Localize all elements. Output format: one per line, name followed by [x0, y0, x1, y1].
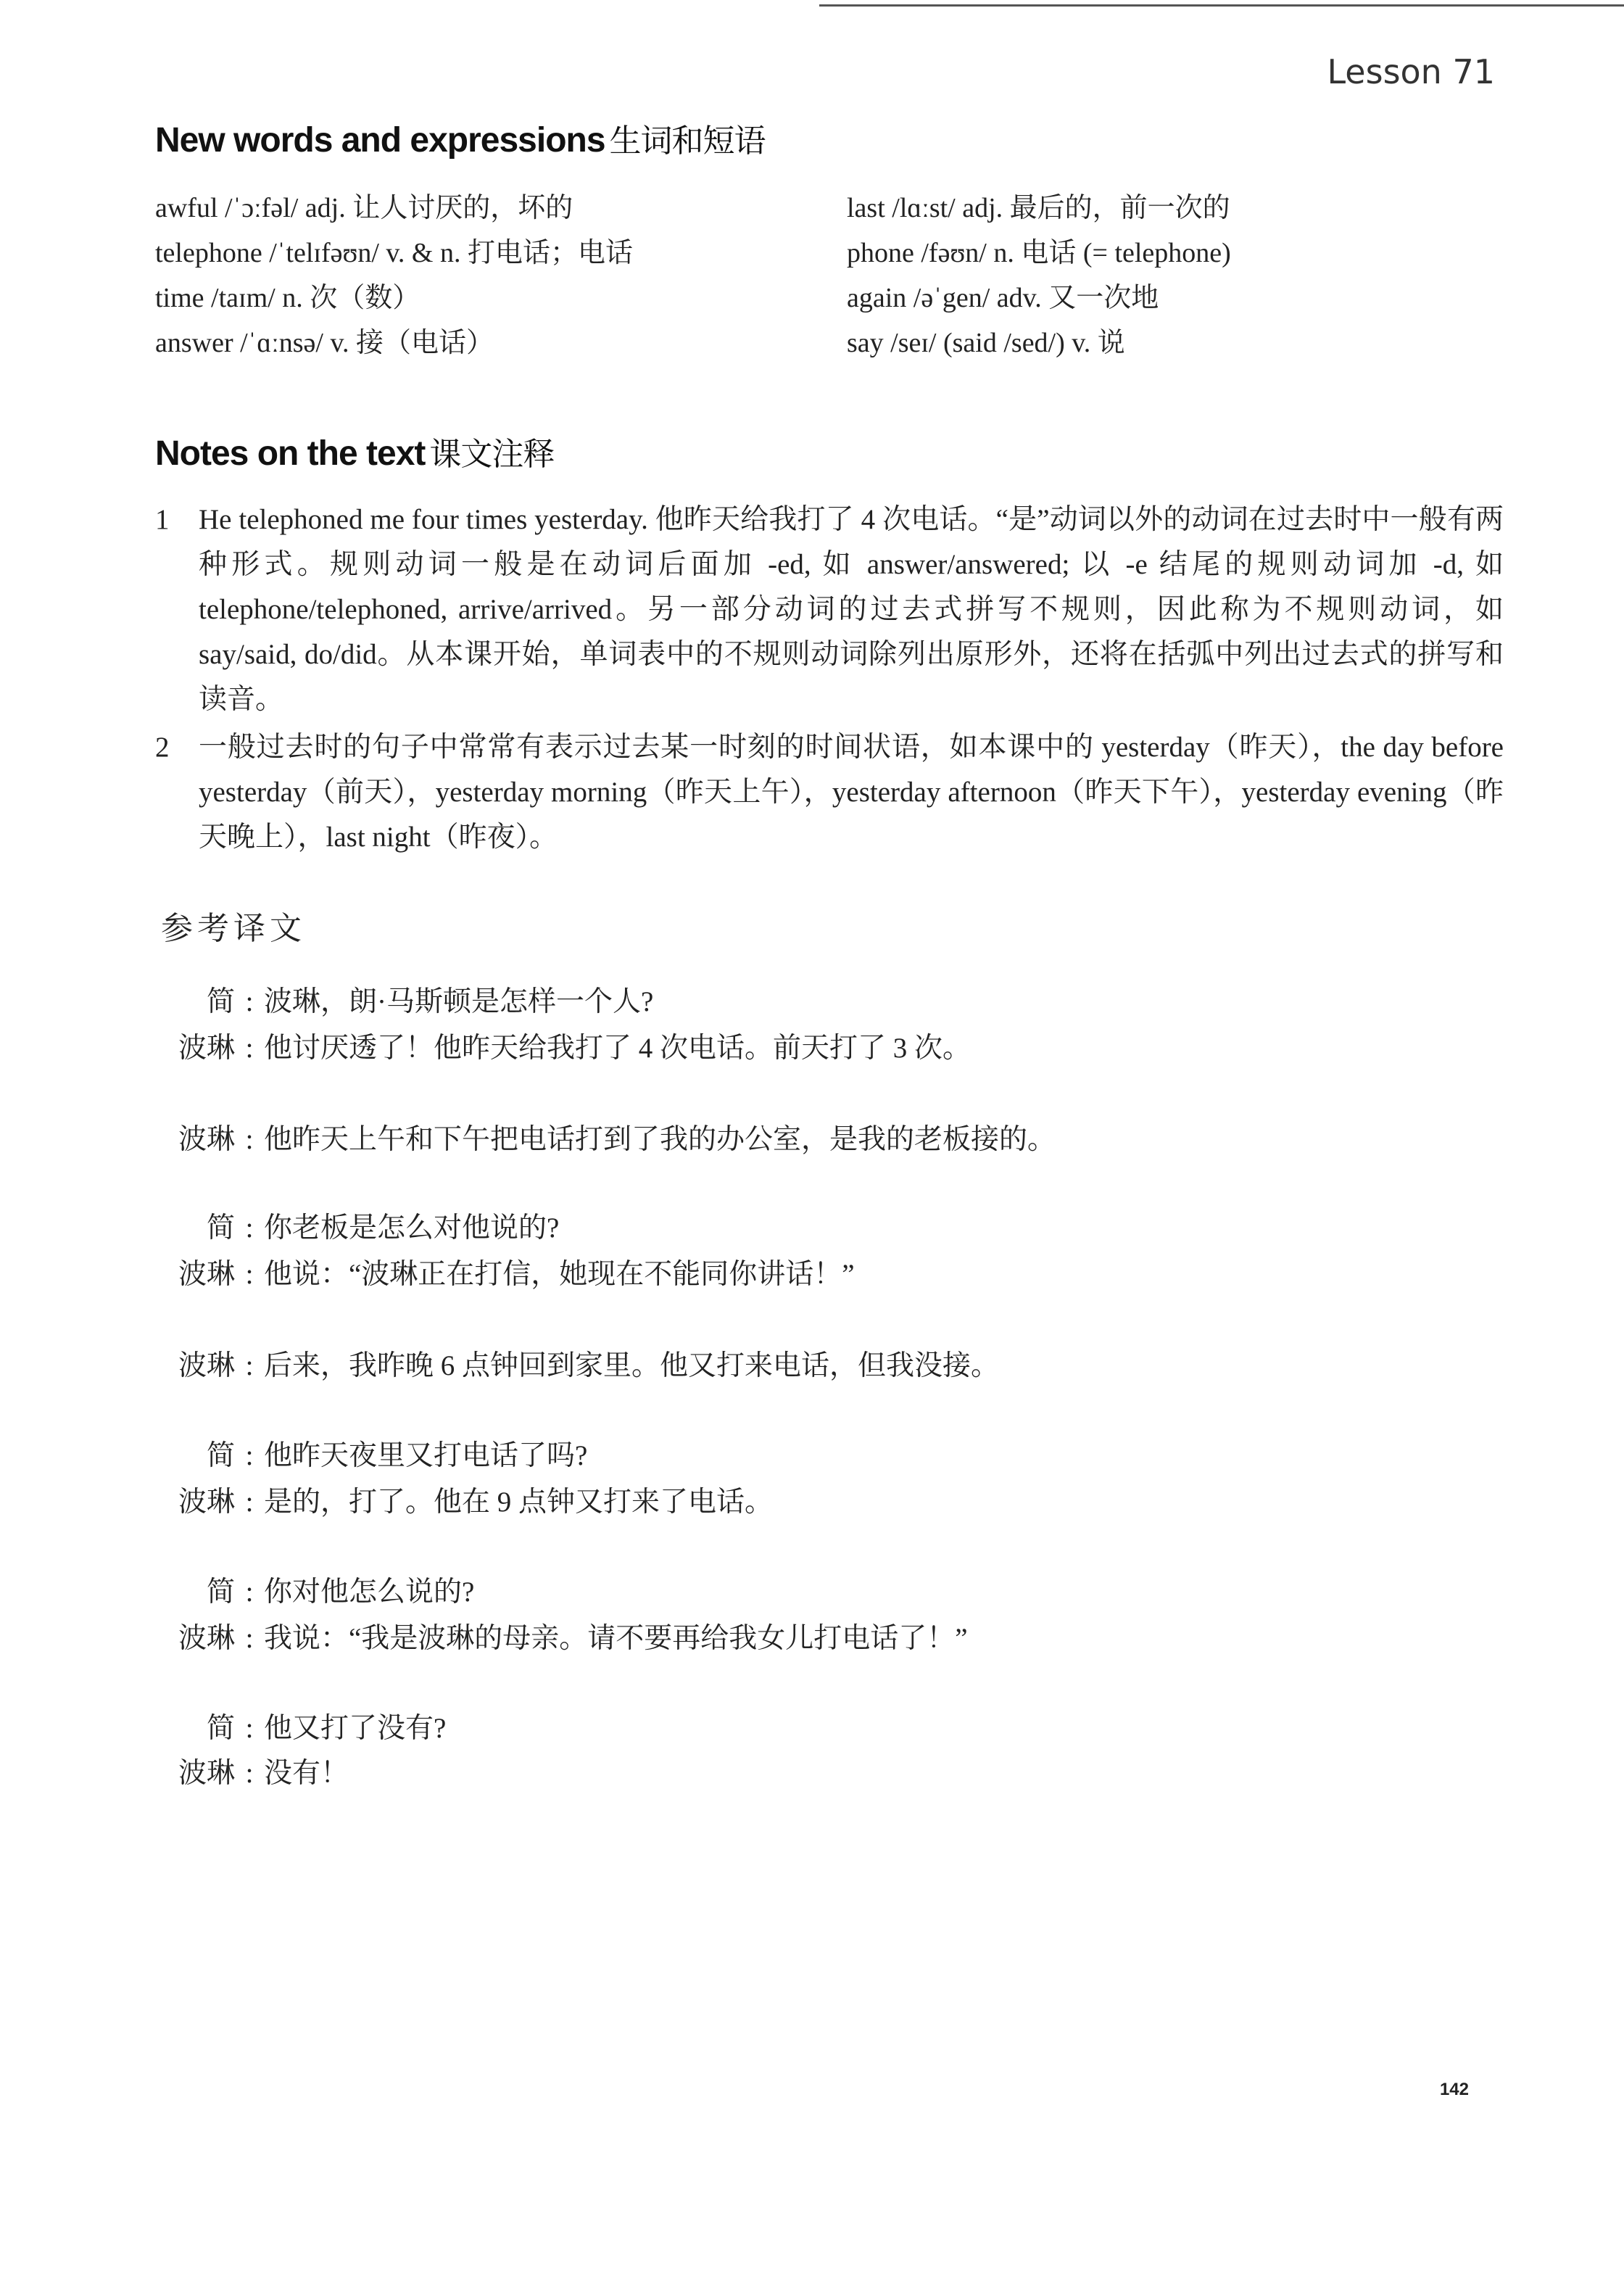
speaker: 简 — [206, 1576, 235, 1608]
line-text: 我说：“我是波琳的母亲。请不要再给我女儿打电话了！” — [264, 1623, 968, 1654]
dialogue-line: 波琳 : 没有！ — [155, 1750, 349, 1791]
vocab-item: say /seɪ/ (said /sed/) v. 说 — [847, 328, 1125, 358]
dialogue-line: 简 : 你对他怎么说的? — [155, 1569, 474, 1610]
notes-heading — [155, 428, 554, 474]
note-number: 2 — [155, 732, 170, 763]
dialogue-line: 简 : 他又打了没有? — [155, 1706, 446, 1746]
translation-title: 参考译文 — [161, 910, 306, 947]
note-item-1 — [155, 497, 1504, 722]
line-text: 他昨天上午和下午把电话打到了我的办公室，是我的老板接的。 — [264, 1124, 1056, 1155]
note-item-2 — [155, 725, 1504, 860]
vocab-item: telephone /ˈtelɪfəʊn/ v. & n. 打电话；电话 — [155, 238, 633, 268]
line-text: 你对他怎么说的? — [264, 1576, 475, 1608]
vocab-right-column — [847, 186, 1231, 365]
speaker: 简 — [206, 1713, 235, 1744]
line-text: 是的，打了。他在 9 点钟又打来了电话。 — [264, 1487, 774, 1518]
vocab-item: again /əˈgen/ adv. 又一次地 — [847, 283, 1159, 313]
vocab-item: last /lɑːst/ adj. 最后的，前一次的 — [847, 193, 1230, 223]
vocab-item: answer /ˈɑːnsə/ v. 接（电话） — [155, 328, 494, 358]
speaker: 波琳 — [178, 1124, 235, 1155]
dialogue-line: 波琳 : 他说：“波琳正在打信，她现在不能同你讲话！” — [155, 1252, 855, 1292]
vocab-heading-en: New words and expressions — [155, 121, 605, 160]
speaker: 简 — [206, 986, 235, 1017]
dialogue-line: 简 : 波琳，朗·马斯顿是怎样一个人? — [155, 979, 653, 1020]
dialogue-line: 波琳 : 是的，打了。他在 9 点钟又打来了电话。 — [155, 1479, 773, 1520]
vocab-heading-cn: 生词和短语 — [609, 123, 766, 160]
line-text: 他说：“波琳正在打信，她现在不能同你讲话！” — [264, 1259, 855, 1290]
dialogue-line: 简 : 你老板是怎么对他说的? — [155, 1205, 559, 1246]
dialogue-line: 波琳 : 他昨天上午和下午把电话打到了我的办公室，是我的老板接的。 — [155, 1117, 1056, 1157]
dialogue-line: 波琳 : 我说：“我是波琳的母亲。请不要再给我女儿打电话了！” — [155, 1616, 968, 1656]
line-text: 波琳，朗·马斯顿是怎样一个人? — [264, 986, 654, 1017]
vocab-left-column — [155, 186, 633, 365]
lesson-label: Lesson 71 — [1327, 52, 1495, 91]
speaker: 波琳 — [178, 1259, 235, 1290]
dialogue-line: 波琳 : 后来，我昨晚 6 点钟回到家里。他又打来电话，但我没接。 — [155, 1343, 999, 1384]
vocab-item: time /taɪm/ n. 次（数） — [155, 283, 420, 313]
note-text: He telephoned me four times yesterday. 他昨天给我打了 4 次电话。“是”动词以外的动词在过去时中一般有两种形式。规则动词一般是在动词后面加 -ed, 如 answer/answered; 以 -e 结尾的规则动词加 -d, 如 telephone/telephoned, arrive/arrived。另一部分动词的过去式拼写不规则，因此称为不规则动词，如 say/said, do/did。从本课开始，单词表中的不规则动词除列出原形外，还将在括弧中列出过去式的拼写和读音。 — [199, 504, 1504, 715]
speaker: 波琳 — [178, 1350, 235, 1381]
note-text: 一般过去时的句子中常常有表示过去某一时刻的时间状语，如本课中的 yesterday（昨天），the day before yesterday（前天），yesterday morning（昨天上午），yesterday afternoon（昨天下午），yesterday evening（昨天晚上），last night（昨夜）。 — [199, 732, 1504, 853]
speaker: 波琳 — [178, 1758, 235, 1789]
line-text: 他讨厌透了！他昨天给我打了 4 次电话。前天打了 3 次。 — [264, 1033, 972, 1064]
speaker: 波琳 — [178, 1623, 235, 1654]
vocab-item: awful /ˈɔːfəl/ adj. 让人讨厌的，坏的 — [155, 193, 573, 223]
line-text: 他昨天夜里又打电话了吗? — [264, 1440, 588, 1471]
speaker: 简 — [206, 1212, 235, 1244]
dialogue-line: 波琳 : 他讨厌透了！他昨天给我打了 4 次电话。前天打了 3 次。 — [155, 1025, 971, 1066]
notes-heading-cn: 课文注释 — [429, 436, 555, 473]
speaker: 简 — [206, 1440, 235, 1471]
speaker: 波琳 — [178, 1487, 235, 1518]
dialogue-line: 简 : 他昨天夜里又打电话了吗? — [155, 1433, 587, 1473]
line-text: 没有！ — [264, 1758, 349, 1789]
line-text: 后来，我昨晚 6 点钟回到家里。他又打来电话，但我没接。 — [264, 1350, 1000, 1381]
line-text: 你老板是怎么对他说的? — [264, 1212, 560, 1244]
page-number: 142 — [1439, 2080, 1469, 2099]
line-text: 他又打了没有? — [264, 1713, 447, 1744]
top-rule — [819, 4, 1624, 7]
notes-heading-en: Notes on the text — [155, 434, 426, 473]
speaker: 波琳 — [178, 1033, 235, 1064]
note-number: 1 — [155, 504, 170, 535]
vocab-item: phone /fəʊn/ n. 电话 (= telephone) — [847, 238, 1231, 268]
vocab-heading — [155, 115, 766, 161]
